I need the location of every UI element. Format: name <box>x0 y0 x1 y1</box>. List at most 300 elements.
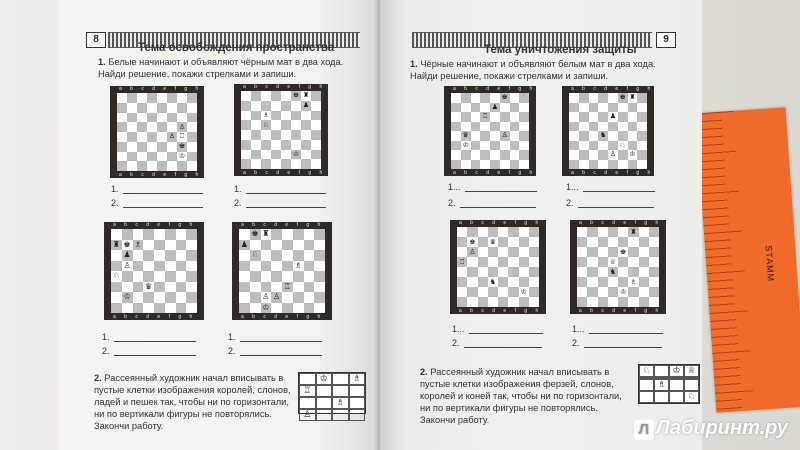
board-square <box>271 120 281 130</box>
answer-line-1h[interactable]: 1... <box>572 324 663 334</box>
board-square <box>508 277 518 287</box>
task-2-text: Рассеянный художник начал вписывать в пустые клетки изображения королей, слонов, ладей и пешек так, чтобы ни по горизонтали, ни по вертикали фигуры не повторялись. Закончи работу. <box>94 373 291 431</box>
board-square <box>457 227 467 237</box>
answer-line-1e[interactable]: 1... <box>448 182 537 192</box>
chess-board-2 <box>234 84 328 176</box>
board-square <box>137 113 147 123</box>
board-square <box>282 250 293 261</box>
board-square <box>281 130 291 140</box>
mini-grid-piece-icon: ♔ <box>669 365 684 377</box>
board-square <box>304 261 315 272</box>
board-square <box>577 287 587 297</box>
board-square <box>250 303 261 314</box>
board-square <box>577 257 587 267</box>
board-square <box>293 240 304 251</box>
board-square <box>157 113 167 123</box>
board-square <box>510 122 520 132</box>
board-file-labels: a b c d e f g h <box>579 220 662 226</box>
board-square <box>508 227 518 237</box>
board-square <box>122 229 133 240</box>
board-square <box>608 297 618 307</box>
board-square <box>127 132 137 142</box>
mini-grid-empty-cell[interactable] <box>332 373 349 385</box>
board-square <box>589 112 599 122</box>
board-square <box>304 303 315 314</box>
board-square <box>282 261 293 272</box>
board-square <box>457 277 467 287</box>
chess-piece-icon: ♔ <box>178 151 186 160</box>
board-square <box>304 282 315 293</box>
board-square <box>127 113 137 123</box>
board-square <box>451 122 461 132</box>
chess-piece-icon: ♘ <box>251 250 259 260</box>
task-1 <box>410 58 658 82</box>
board-square <box>598 257 608 267</box>
board-square <box>471 93 481 103</box>
board-square <box>628 112 638 122</box>
board-square <box>291 101 301 111</box>
board-square <box>488 257 498 267</box>
board-square <box>271 101 281 111</box>
board-square <box>461 93 471 103</box>
board-square <box>147 142 157 152</box>
board-file-labels: a b c d e f g h <box>243 170 326 176</box>
board-square <box>291 111 301 121</box>
board-square <box>127 93 137 103</box>
board-square <box>147 113 157 123</box>
board-file-labels: a b c d e f g h <box>113 222 196 228</box>
board-square <box>608 287 618 297</box>
board-square <box>154 229 165 240</box>
board-square <box>608 93 618 103</box>
answer-line-2a[interactable]: 2. <box>111 198 203 208</box>
board-square <box>301 120 311 130</box>
board-square <box>490 93 500 103</box>
board-square <box>529 227 539 237</box>
board-square <box>165 229 176 240</box>
board-square <box>618 257 628 267</box>
board-square <box>639 247 649 257</box>
board-square <box>577 277 587 287</box>
answer-line-2f[interactable]: 2. <box>566 198 654 208</box>
board-square <box>154 261 165 272</box>
board-square <box>187 113 197 123</box>
board-square <box>186 261 197 272</box>
board-square <box>186 271 197 282</box>
board-square <box>137 161 147 171</box>
board-square <box>628 141 638 151</box>
board-square <box>598 247 608 257</box>
board-square <box>314 261 325 272</box>
chess-piece-icon: ♜ <box>629 93 636 102</box>
board-square <box>618 277 628 287</box>
board-square <box>587 287 597 297</box>
mini-grid-empty-cell[interactable] <box>349 385 366 397</box>
board-square <box>471 112 481 122</box>
board-square <box>628 237 638 247</box>
ruler-label: STAMM <box>763 244 777 283</box>
right-page <box>380 0 702 450</box>
board-square <box>508 247 518 257</box>
board-square <box>608 131 618 141</box>
mini-grid-piece-icon: ♘ <box>639 365 654 377</box>
board-square <box>143 229 154 240</box>
board-square <box>618 112 628 122</box>
mini-grid-empty-cell[interactable] <box>349 409 366 421</box>
board-square <box>241 150 251 160</box>
answer-line-2g[interactable]: 2. <box>452 338 542 348</box>
board-square <box>291 140 301 150</box>
board-square <box>147 103 157 113</box>
chess-piece-icon: ♗ <box>262 110 270 119</box>
board-square <box>478 257 488 267</box>
board-square <box>143 303 154 314</box>
board-square <box>510 103 520 113</box>
board-square <box>490 141 500 151</box>
board-square <box>639 277 649 287</box>
mini-grid-empty-cell[interactable] <box>316 397 333 409</box>
board-square <box>508 297 518 307</box>
board-square <box>488 247 498 257</box>
answer-line-1f[interactable]: 1... <box>566 182 655 192</box>
board-square <box>569 103 579 113</box>
board-square <box>251 91 261 101</box>
mini-grid-piece-icon: ♔ <box>316 373 333 385</box>
board-square <box>251 130 261 140</box>
chess-piece-icon: ♘ <box>112 271 120 281</box>
chess-piece-icon: ♙ <box>168 132 176 141</box>
answer-line-2e[interactable]: 2. <box>448 198 536 208</box>
left-page <box>58 0 380 450</box>
board-square <box>261 240 272 251</box>
board-square <box>157 161 167 171</box>
chess-piece-icon: ♚ <box>251 229 259 239</box>
board-square <box>250 271 261 282</box>
answer-line-2c[interactable]: 2. <box>102 346 196 356</box>
board-square <box>117 103 127 113</box>
task-1-text: Белые начинают и объявляют чёрным мат в два хода. Найди решение, покажи стрелками и запиши. <box>98 57 344 79</box>
chess-board-3 <box>104 222 204 320</box>
board-file-labels: a b c d e f g h <box>571 170 654 176</box>
answer-line-1d[interactable]: 1. <box>228 332 322 342</box>
board-square <box>271 91 281 101</box>
board-square <box>589 93 599 103</box>
board-square <box>177 161 187 171</box>
board-file-labels: a b c d e f g h <box>453 170 536 176</box>
chess-piece-icon: ♗ <box>294 260 302 270</box>
board-square <box>478 227 488 237</box>
board-square <box>311 130 321 140</box>
mini-grid-empty-cell[interactable] <box>332 409 349 421</box>
board-square <box>167 93 177 103</box>
chess-piece-icon: ♔ <box>292 149 300 158</box>
answer-line-2h[interactable]: 2. <box>572 338 662 348</box>
answer-line-1a[interactable]: 1. <box>111 184 203 194</box>
board-square <box>498 247 508 257</box>
board-square <box>122 271 133 282</box>
board-square <box>608 237 618 247</box>
board-square <box>461 112 471 122</box>
board-square <box>519 160 529 170</box>
board-square <box>261 261 272 272</box>
chess-board-7 <box>450 220 546 314</box>
mini-grid-empty-cell[interactable] <box>316 385 333 397</box>
board-square <box>608 141 618 151</box>
board-file-labels: a b c d e f g h <box>579 308 662 314</box>
mini-grid-empty-cell[interactable] <box>316 409 333 421</box>
watermark-logo: Л <box>634 420 654 440</box>
board-square <box>457 297 467 307</box>
board-square <box>500 160 510 170</box>
board-square <box>508 267 518 277</box>
board-square <box>618 103 628 113</box>
answer-line-2b[interactable]: 2. <box>234 198 326 208</box>
chess-board-8 <box>570 220 666 314</box>
board-square <box>281 159 291 169</box>
board-square <box>649 247 659 257</box>
board-square <box>519 93 529 103</box>
board-square <box>490 122 500 132</box>
chess-piece-icon: ♚ <box>469 237 476 246</box>
mini-grid-piece-icon: ♗ <box>654 379 669 391</box>
board-square <box>251 150 261 160</box>
chess-piece-icon: ♚ <box>178 142 186 151</box>
board-square <box>587 297 597 307</box>
board-square <box>311 159 321 169</box>
board-square <box>177 103 187 113</box>
board-square <box>154 271 165 282</box>
board-square <box>519 141 529 151</box>
mini-grid-empty-cell[interactable] <box>332 385 349 397</box>
board-square <box>637 131 647 141</box>
watermark <box>634 417 788 440</box>
board-square <box>311 101 321 111</box>
board-square <box>639 237 649 247</box>
board-square <box>176 240 187 251</box>
board-square <box>480 150 490 160</box>
board-square <box>587 277 597 287</box>
chess-piece-icon: ♛ <box>145 281 153 291</box>
board-square <box>147 93 157 103</box>
board-square <box>239 303 250 314</box>
task-2 <box>94 372 292 432</box>
mini-grid-right[interactable] <box>638 364 700 404</box>
board-square <box>143 292 154 303</box>
board-square <box>314 240 325 251</box>
board-square <box>579 112 589 122</box>
board-square <box>281 101 291 111</box>
board-square <box>133 261 144 272</box>
board-square <box>569 160 579 170</box>
board-square <box>167 122 177 132</box>
chess-piece-icon: ♜ <box>630 227 637 236</box>
board-square <box>451 150 461 160</box>
board-square <box>261 101 271 111</box>
board-square <box>478 237 488 247</box>
board-square <box>271 303 282 314</box>
board-square <box>628 297 638 307</box>
page-number: 8 <box>86 32 106 48</box>
board-square <box>510 93 520 103</box>
mini-grid-empty-cell[interactable] <box>669 391 684 403</box>
board-square <box>577 297 587 307</box>
board-square <box>608 227 618 237</box>
board-square <box>282 292 293 303</box>
board-square <box>478 277 488 287</box>
board-square <box>510 141 520 151</box>
board-square <box>628 131 638 141</box>
board-square <box>261 140 271 150</box>
board-square <box>467 297 477 307</box>
page-title: Тема освобождения пространства <box>138 42 335 54</box>
board-square <box>301 130 311 140</box>
chess-piece-icon: ♞ <box>489 277 497 286</box>
chess-piece-icon: ♟ <box>240 239 248 249</box>
board-square <box>304 250 315 261</box>
mini-grid-empty-cell[interactable] <box>684 379 699 391</box>
board-square <box>293 271 304 282</box>
board-square <box>498 237 508 247</box>
board-square <box>117 142 127 152</box>
chess-piece-icon: ♞ <box>599 131 607 140</box>
chess-piece-icon: ♔ <box>520 287 527 296</box>
mini-grid-empty-cell[interactable] <box>299 397 316 409</box>
board-square <box>498 267 508 277</box>
board-square <box>498 277 508 287</box>
board-square <box>529 267 539 277</box>
board-square <box>589 131 599 141</box>
board-square <box>127 142 137 152</box>
board-square <box>157 103 167 113</box>
board-square <box>598 122 608 132</box>
board-square <box>498 257 508 267</box>
board-square <box>569 112 579 122</box>
board-square <box>498 287 508 297</box>
board-square <box>250 261 261 272</box>
mini-grid-piece-icon: ♗ <box>349 373 366 385</box>
board-square <box>569 131 579 141</box>
board-square <box>127 103 137 113</box>
board-square <box>187 152 197 162</box>
board-square <box>311 91 321 101</box>
board-square <box>577 267 587 277</box>
board-file-labels: a b c d e f g h <box>459 220 542 226</box>
board-square <box>478 297 488 307</box>
board-square <box>519 277 529 287</box>
page-title: Тема уничтожения защиты <box>484 44 637 56</box>
board-square <box>251 101 261 111</box>
board-square <box>271 261 282 272</box>
board-square <box>147 132 157 142</box>
board-square <box>239 292 250 303</box>
board-square <box>147 161 157 171</box>
board-square <box>510 150 520 160</box>
board-square <box>467 277 477 287</box>
board-square <box>608 160 618 170</box>
board-square <box>589 150 599 160</box>
board-square <box>451 131 461 141</box>
board-square <box>187 132 197 142</box>
mini-grid-empty-cell[interactable] <box>299 373 316 385</box>
answer-line-1b[interactable]: 1. <box>234 184 326 194</box>
board-square <box>187 142 197 152</box>
board-square <box>451 141 461 151</box>
board-square <box>137 122 147 132</box>
mini-grid-empty-cell[interactable] <box>654 365 669 377</box>
board-square <box>117 132 127 142</box>
watermark-text: Лабиринт.ру <box>655 417 788 439</box>
board-square <box>598 141 608 151</box>
board-square <box>133 292 144 303</box>
board-square <box>587 257 597 267</box>
chess-piece-icon: ♘ <box>262 120 270 129</box>
board-square <box>165 250 176 261</box>
board-square <box>500 112 510 122</box>
board-square <box>143 240 154 251</box>
board-square <box>271 240 282 251</box>
board-square <box>471 103 481 113</box>
board-square <box>157 132 167 142</box>
mini-grid-left[interactable] <box>298 372 366 420</box>
board-square <box>457 287 467 297</box>
board-square <box>577 227 587 237</box>
board-square <box>577 247 587 257</box>
board-square <box>187 161 197 171</box>
board-square <box>311 120 321 130</box>
board-square <box>281 91 291 101</box>
board-square <box>250 292 261 303</box>
board-square <box>117 152 127 162</box>
board-square <box>579 160 589 170</box>
board-square <box>293 292 304 303</box>
answer-line-1c[interactable]: 1. <box>102 332 196 342</box>
mini-grid-empty-cell[interactable] <box>349 397 366 409</box>
board-square <box>618 227 628 237</box>
board-square <box>137 103 147 113</box>
board-square <box>598 103 608 113</box>
board-square <box>467 227 477 237</box>
board-square <box>589 103 599 113</box>
board-square <box>529 247 539 257</box>
answer-line-1g[interactable]: 1... <box>452 324 543 334</box>
answer-line-2d[interactable]: 2. <box>228 346 322 356</box>
board-square <box>111 282 122 293</box>
board-square <box>241 130 251 140</box>
page-number: 9 <box>656 32 676 48</box>
board-square <box>529 237 539 247</box>
chess-piece-icon: ♘ <box>619 140 626 149</box>
board-square <box>271 229 282 240</box>
board-square <box>241 120 251 130</box>
board-file-labels: a b c d e f g h <box>243 84 326 90</box>
chess-piece-icon: ♚ <box>292 91 300 100</box>
mini-grid-piece-icon: ♙ <box>299 409 316 421</box>
board-square <box>510 131 520 141</box>
board-square <box>471 160 481 170</box>
board-square <box>618 267 628 277</box>
board-square <box>154 240 165 251</box>
board-square <box>314 250 325 261</box>
board-square <box>519 297 529 307</box>
board-square <box>500 103 510 113</box>
mini-grid-empty-cell[interactable] <box>639 379 654 391</box>
mini-grid-empty-cell[interactable] <box>654 391 669 403</box>
board-square <box>176 261 187 272</box>
mini-grid-empty-cell[interactable] <box>639 391 654 403</box>
board-file-labels: a b c d e f g h <box>113 314 196 320</box>
board-square <box>167 113 177 123</box>
mini-grid-empty-cell[interactable] <box>669 379 684 391</box>
